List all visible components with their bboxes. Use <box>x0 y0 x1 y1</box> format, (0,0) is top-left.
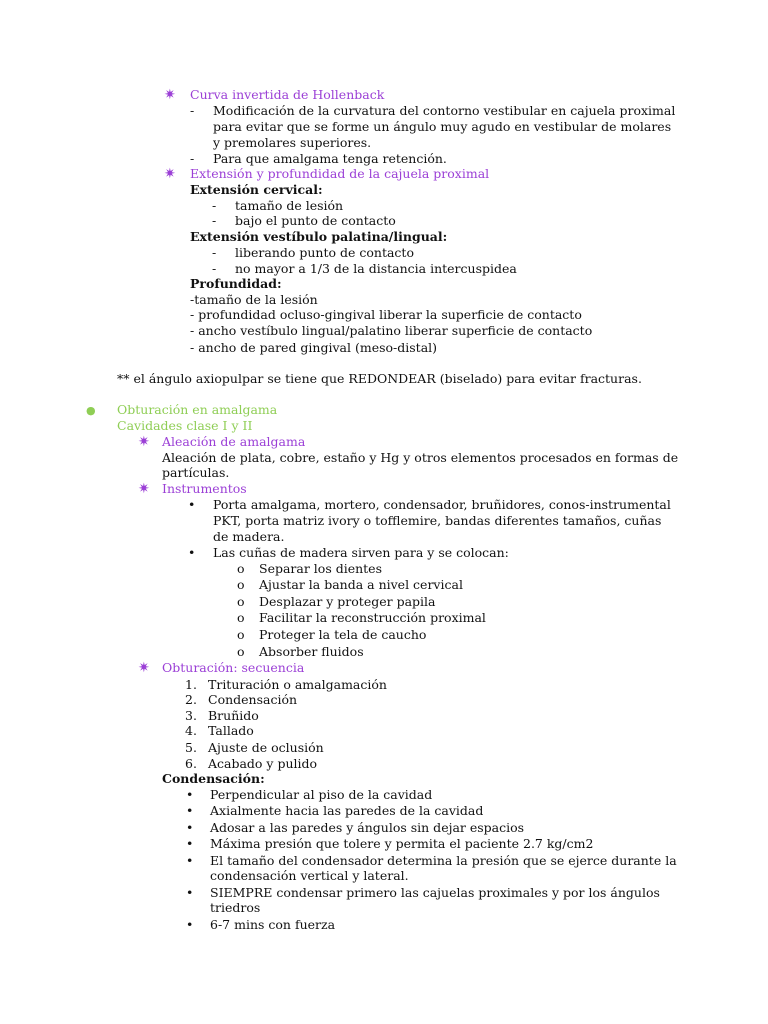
text-line: y premolares superiores. <box>213 135 372 150</box>
circle-bullet-icon: o <box>237 561 245 576</box>
circle-bullet-icon: o <box>237 577 245 592</box>
subheading-condensacion: Condensación: <box>162 771 265 786</box>
text-line: Para que amalgama tenga retención. <box>213 151 447 166</box>
number-marker: 4. <box>185 723 197 738</box>
dash-marker: - <box>190 151 195 166</box>
circle-bullet-icon: o <box>237 594 245 609</box>
star-bullet-icon: ✷ <box>138 481 150 497</box>
heading-hollenback: Curva invertida de Hollenback <box>190 87 385 102</box>
dash-marker: - <box>212 198 217 213</box>
text-line: - ancho de pared gingival (meso-distal) <box>190 340 438 355</box>
bullet-icon: • <box>186 820 194 835</box>
bullet-icon: • <box>186 885 194 900</box>
circle-bullet-icon: o <box>237 627 245 642</box>
list-item: Condensación <box>208 692 298 707</box>
dash-marker: - <box>212 245 217 260</box>
star-bullet-icon: ✷ <box>138 660 150 676</box>
dash-marker: - <box>212 261 217 276</box>
number-marker: 6. <box>185 756 197 771</box>
list-item: Axialmente hacia las paredes de la cavidad <box>210 803 484 818</box>
list-item: Ajustar la banda a nivel cervical <box>259 577 463 592</box>
heading-obturacion: Obturación en amalgama <box>117 402 278 417</box>
number-marker: 5. <box>185 740 197 755</box>
subheading-profundidad: Profundidad: <box>190 276 282 291</box>
note-angle: ** el ángulo axiopulpar se tiene que REDONDEAR (biselado) para evitar fracturas. <box>117 371 642 386</box>
bullet-icon: • <box>186 836 194 851</box>
text-line: Modificación de la curvatura del contorno vestibular en cajuela proximal <box>213 103 676 118</box>
star-bullet-icon: ✷ <box>164 87 176 103</box>
bullet-icon: • <box>186 787 194 802</box>
text-line: Aleación de plata, cobre, estaño y Hg y otros elementos procesados en formas de <box>162 450 679 465</box>
list-item: Bruñido <box>208 708 259 723</box>
text-line: partículas. <box>162 465 230 480</box>
text-line: Las cuñas de madera sirven para y se colocan: <box>213 545 509 560</box>
number-marker: 1. <box>185 677 197 692</box>
heading-extension: Extensión y profundidad de la cajuela proximal <box>190 166 490 181</box>
list-item: Facilitar la reconstrucción proximal <box>259 610 486 625</box>
bullet-icon: • <box>188 497 196 512</box>
heading-secuencia: Obturación: secuencia <box>162 660 305 675</box>
bullet-icon: • <box>188 545 196 560</box>
list-item: Separar los dientes <box>259 561 382 576</box>
circle-bullet-icon: o <box>237 610 245 625</box>
list-item: Trituración o amalgamación <box>208 677 387 692</box>
heading-instrumentos: Instrumentos <box>162 481 247 496</box>
number-marker: 2. <box>185 692 197 707</box>
text-line: de madera. <box>213 529 285 544</box>
list-item: El tamaño del condensador determina la presión que se ejerce durante la <box>210 853 677 868</box>
list-item: Perpendicular al piso de la cavidad <box>210 787 433 802</box>
star-bullet-icon: ✷ <box>164 166 176 182</box>
list-item: tamaño de lesión <box>235 198 344 213</box>
text-line: para evitar que se forme un ángulo muy agudo en vestibular de molares <box>213 119 672 134</box>
subheading-cavidades: Cavidades clase I y II <box>117 418 253 433</box>
list-item: Acabado y pulido <box>208 756 318 771</box>
list-item: liberando punto de contacto <box>235 245 414 260</box>
list-item: bajo el punto de contacto <box>235 213 396 228</box>
green-bullet-icon: ● <box>86 404 96 417</box>
list-item: Tallado <box>208 723 254 738</box>
list-item: Proteger la tela de caucho <box>259 627 427 642</box>
heading-aleacion: Aleación de amalgama <box>162 434 306 449</box>
star-bullet-icon: ✷ <box>138 434 150 450</box>
list-item: no mayor a 1/3 de la distancia intercuspidea <box>235 261 517 276</box>
list-item: Máxima presión que tolere y permita el paciente 2.7 kg/cm2 <box>210 836 594 851</box>
list-item: condensación vertical y lateral. <box>210 868 409 883</box>
dash-marker: - <box>190 103 195 118</box>
text-line: -tamaño de la lesión <box>190 292 318 307</box>
list-item: triedros <box>210 900 261 915</box>
text-line: PKT, porta matriz ivory o tofflemire, bandas diferentes tamaños, cuñas <box>213 513 662 528</box>
text-line: - profundidad ocluso-gingival liberar la superficie de contacto <box>190 307 582 322</box>
bullet-icon: • <box>186 917 194 932</box>
subheading-vestibulo: Extensión vestíbulo palatina/lingual: <box>190 229 448 244</box>
text-line: - ancho vestíbulo lingual/palatino liberar superficie de contacto <box>190 323 593 338</box>
bullet-icon: • <box>186 853 194 868</box>
list-item: Adosar a las paredes y ángulos sin dejar espacios <box>210 820 525 835</box>
list-item: Absorber fluidos <box>259 644 364 659</box>
number-marker: 3. <box>185 708 197 723</box>
bullet-icon: • <box>186 803 194 818</box>
list-item: SIEMPRE condensar primero las cajuelas proximales y por los ángulos <box>210 885 660 900</box>
list-item: Ajuste de oclusión <box>208 740 324 755</box>
list-item: 6-7 mins con fuerza <box>210 917 336 932</box>
subheading-cervical: Extensión cervical: <box>190 182 323 197</box>
list-item: Desplazar y proteger papila <box>259 594 436 609</box>
text-line: Porta amalgama, mortero, condensador, bruñidores, conos-instrumental <box>213 497 671 512</box>
circle-bullet-icon: o <box>237 644 245 659</box>
dash-marker: - <box>212 213 217 228</box>
